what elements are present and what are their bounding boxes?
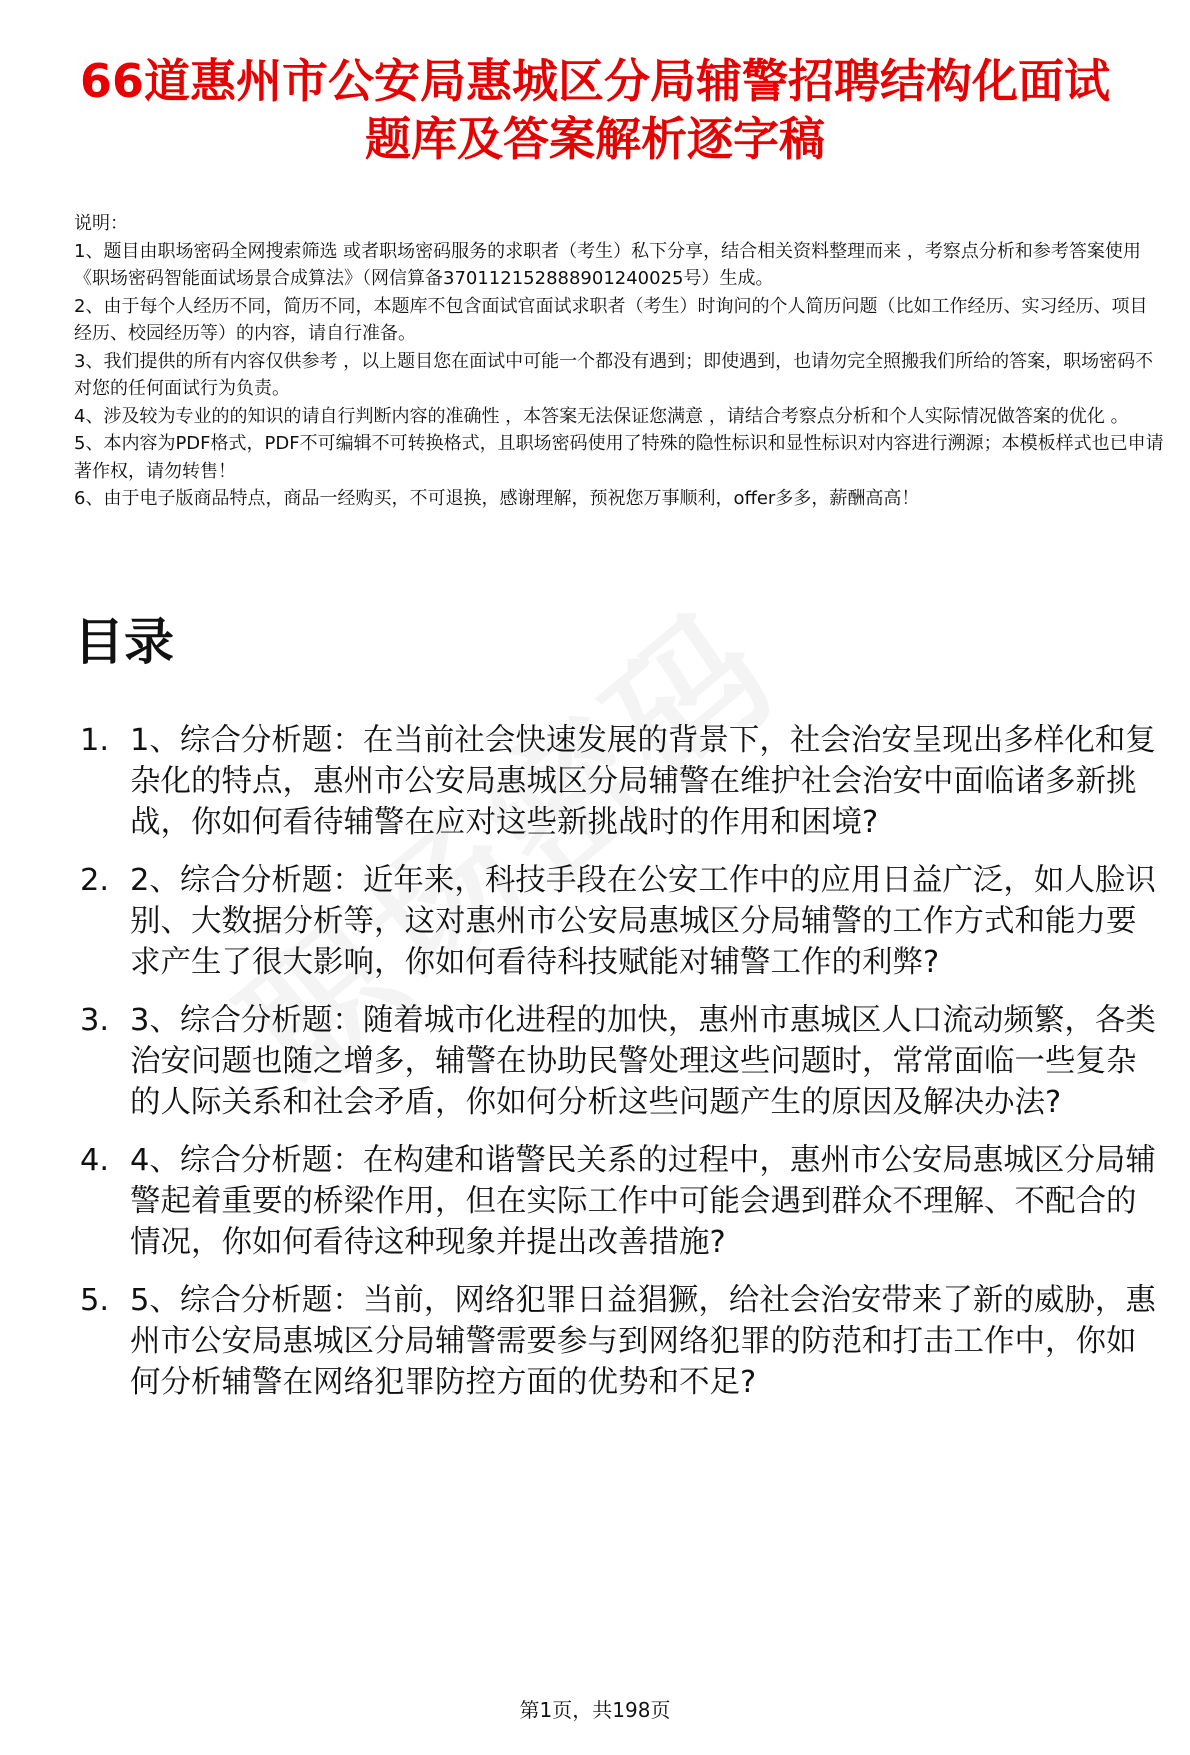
- toc-item-number: 5.: [80, 1283, 110, 1318]
- toc-item[interactable]: [74, 1000, 1164, 1123]
- note-item: 3、我们提供的所有内容仅供参考 ，以上题目您在面试中可能一个都没有遇到；即使遇到，也请勿完全照搬我们所给的答案，职场密码不对您的任何面试行为负责。: [74, 350, 1154, 399]
- page-footer: 第1页，共198页: [519, 1698, 671, 1722]
- toc-item-text: 1、综合分析题：在当前社会快速发展的背景下，社会治安呈现出多样化和复杂化的特点，惠州市公安局惠城区分局辅警在维护社会治安中面临诸多新挑战，你如何看待辅警在应对这些新挑战时的作用和困境?: [130, 723, 1156, 840]
- toc-item-number: 4.: [80, 1143, 110, 1178]
- notes-section: [74, 210, 1164, 513]
- table-of-contents: [74, 720, 1164, 1420]
- toc-heading: 目录: [74, 613, 174, 671]
- note-item: 2、由于每个人经历不同，简历不同，本题库不包含面试官面试求职者（考生）时询问的个人简历问题（比如工作经历、实习经历、项目经历、校园经历等）的内容，请自行准备。: [74, 295, 1148, 344]
- toc-item-number: 2.: [80, 863, 110, 898]
- document-title: 66道惠州市公安局惠城区分局辅警招聘结构化面试题库及答案解析逐字稿: [79, 54, 1110, 166]
- toc-item[interactable]: [74, 1140, 1164, 1263]
- toc-item-number: 1.: [80, 723, 110, 758]
- note-item: 4、涉及较为专业的的知识的请自行判断内容的准确性 ，本答案无法保证您满意 ，请结合考察点分析和个人实际情况做答案的优化 。: [74, 405, 1129, 427]
- note-item: 6、由于电子版商品特点，商品一经购买，不可退换，感谢理解，预祝您万事顺利，offer多多，薪酬高高！: [74, 488, 920, 509]
- toc-item-number: 3.: [80, 1003, 110, 1038]
- toc-item-text: 3、综合分析题：随着城市化进程的加快，惠州市惠城区人口流动频繁，各类治安问题也随之增多，辅警在协助民警处理这些问题时，常常面临一些复杂的人际关系和社会矛盾，你如何分析这些问题产生的原因及解决办法?: [130, 1003, 1156, 1120]
- note-item: 5、本内容为PDF格式，PDF不可编辑不可转换格式，且职场密码使用了特殊的隐性标识和显性标识对内容进行溯源；本模板样式也已申请著作权，请勿转售！: [74, 433, 1164, 482]
- toc-item-text: 2、综合分析题：近年来，科技手段在公安工作中的应用日益广泛，如人脸识别、大数据分析等，这对惠州市公安局惠城区分局辅警的工作方式和能力要求产生了很大影响，你如何看待科技赋能对辅警工作的利弊?: [130, 863, 1156, 980]
- toc-item[interactable]: [74, 860, 1164, 983]
- note-item: 1、题目由职场密码全网搜索筛选 或者职场密码服务的求职者（考生）私下分享，结合相关资料整理而来 ，考察点分析和参考答案使用《职场密码智能面试场景合成算法》（网信算备370112152888901240025号）生成。: [74, 240, 1141, 289]
- toc-item[interactable]: [74, 1280, 1164, 1403]
- toc-item-text: 5、综合分析题：当前，网络犯罪日益猖獗，给社会治安带来了新的威胁，惠州市公安局惠城区分局辅警需要参与到网络犯罪的防范和打击工作中，你如何分析辅警在网络犯罪防控方面的优势和不足?: [130, 1283, 1156, 1400]
- notes-heading: 说明：: [74, 213, 128, 234]
- toc-item-text: 4、综合分析题：在构建和谐警民关系的过程中，惠州市公安局惠城区分局辅警起着重要的桥梁作用，但在实际工作中可能会遇到群众不理解、不配合的情况，你如何看待这种现象并提出改善措施?: [130, 1143, 1156, 1260]
- toc-item[interactable]: [74, 720, 1164, 843]
